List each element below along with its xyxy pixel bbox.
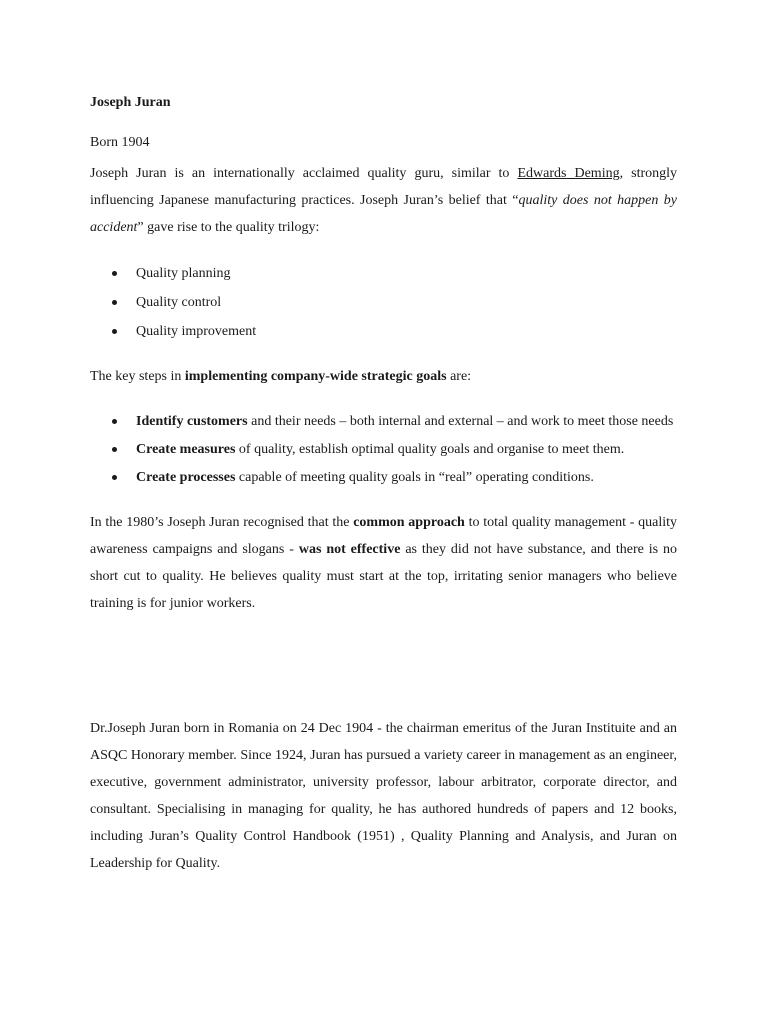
bullet-icon <box>112 419 117 424</box>
steps-intro-post: are: <box>446 369 472 384</box>
step-text: and their needs – both internal and external – and work to meet those needs <box>247 414 674 429</box>
bullet-icon <box>112 300 117 305</box>
trilogy-item-label: Quality planning <box>136 266 231 281</box>
approach-text-1: In the 1980’s Joseph Juran recognised that the <box>90 515 354 530</box>
approach-bold-1: common approach <box>353 515 465 530</box>
edwards-deming-link[interactable]: Edwards Deming <box>517 166 620 181</box>
steps-intro-paragraph <box>90 363 677 390</box>
intro-text-1: Joseph Juran is an internationally acclaimed quality guru, similar to <box>90 166 518 181</box>
list-item <box>90 436 677 463</box>
approach-bold-2: was not effective <box>298 542 401 557</box>
approach-text-2: to total quality management - quality awareness campaigns and slogans - <box>90 515 678 557</box>
list-item <box>90 318 677 345</box>
list-item <box>90 408 677 435</box>
approach-text-3: as they did not have substance, and there is no short cut to quality. He believes quality must start at the top, irritating senior managers who believe training is for junior workers. <box>90 542 677 611</box>
bullet-icon <box>112 475 117 480</box>
steps-list <box>90 408 677 491</box>
intro-text-3: ” gave rise to the quality trilogy: <box>137 220 320 235</box>
step-bold-label: Identify customers <box>136 414 248 429</box>
steps-intro-pre: The key steps in <box>90 369 185 384</box>
step-text: capable of meeting quality goals in “real” operating conditions. <box>235 470 594 485</box>
bullet-icon <box>112 329 117 334</box>
list-item <box>90 260 677 287</box>
blank-line <box>90 665 677 692</box>
steps-intro-bold: implementing company-wide strategic goals <box>184 369 447 384</box>
bio-paragraph: Dr.Joseph Juran born in Romania on 24 Dec 1904 - the chairman emeritus of the Juran Instituite and an ASQC Honorary member. Since 1924, Juran has pursued a variety career in management as an engineer, executive, government administrator, university professor, labour arbitrator, corporate director, and consultant. Specialising in managing for quality, he has authored hundreds of papers and 12 books, including Juran’s Quality Control Handbook (1951) , Quality Planning and Analysis, and Juran on Leadership for Quality. <box>90 721 677 871</box>
intro-quote: quality does not happen by accident <box>90 193 677 235</box>
document-title: Joseph Juran <box>90 95 171 110</box>
list-item <box>90 464 677 491</box>
approach-paragraph <box>90 509 677 617</box>
trilogy-item-label: Quality improvement <box>136 324 257 339</box>
bullet-icon <box>112 271 117 276</box>
list-item <box>90 289 677 316</box>
intro-paragraph <box>90 160 677 241</box>
trilogy-item-label: Quality control <box>136 295 222 310</box>
intro-text-2: , strongly influencing Japanese manufacturing practices. Joseph Juran’s belief that “ <box>90 166 678 208</box>
step-bold-label: Create processes <box>136 470 236 485</box>
document-body <box>90 93 677 877</box>
bullet-icon <box>112 447 117 452</box>
step-bold-label: Create measures <box>136 442 236 457</box>
step-text: of quality, establish optimal quality goals and organise to meet them. <box>235 442 625 457</box>
trilogy-list <box>90 260 677 345</box>
born-line: Born 1904 <box>90 135 150 150</box>
